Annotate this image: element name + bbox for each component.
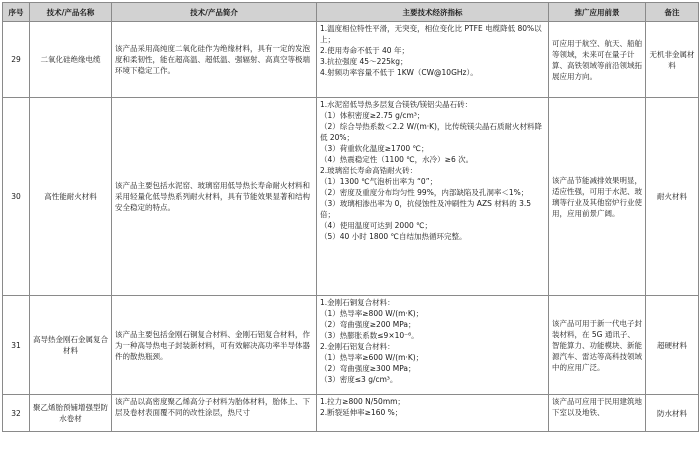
indicator-line: （4）使用温度可达到 2000 ℃； xyxy=(320,221,433,230)
row-no: 30 xyxy=(3,98,30,296)
row-prospect: 该产品节能减排效果明显，适应性强，可用于水泥、玻璃等行业及其他窑炉行业使用，应用前景广阔。 xyxy=(549,98,646,296)
row-name: 二氧化硅绝缘电缆 xyxy=(30,22,112,98)
indicator-line: 2.玻璃窑长寿命高锆耐火砖： xyxy=(320,166,418,175)
indicator-line: 3.抗拉强度 45～225kg； xyxy=(320,57,408,66)
table-row xyxy=(3,395,699,432)
indicator-line: （1）1300 ℃气泡析出率为 “0”； xyxy=(320,177,438,186)
row-intro: 该产品采用高纯度二氧化硅作为绝缘材料，具有一定的发泡度和柔韧性，能在超高温、超低温、强辐射、高真空等极端环境下稳定工作。 xyxy=(112,22,317,98)
row-indicators xyxy=(317,98,549,296)
header-name: 技术/产品名称 xyxy=(30,3,112,22)
row-name: 高导热金刚石金属复合材料 xyxy=(30,296,112,395)
indicator-line: 1.拉力≥800 N/50mm； xyxy=(320,397,405,406)
header-no: 序号 xyxy=(3,3,30,22)
row-intro: 该产品主要包括水泥窑、玻璃窑用低导热长寿命耐火材料和采用轻量化低导热系列耐火材料，具有节能效果显著和结构安全稳定的特点。 xyxy=(112,98,317,296)
header-prospect: 推广应用前景 xyxy=(549,3,646,22)
indicator-line: （4）热震稳定性（1100 ℃，水冷）≥6 次。 xyxy=(320,155,474,164)
indicator-line: （3）热膨胀系数≤9×10⁻⁶。 xyxy=(320,331,419,340)
indicator-line: （3）荷重软化温度≥1700 ℃； xyxy=(320,144,429,153)
row-indicators xyxy=(317,296,549,395)
row-note: 耐火材料 xyxy=(646,98,699,296)
row-intro: 该产品以高密度聚乙烯高分子材料为胎体材料，胎体上、下层及卷材表面覆不同的改性涂层，热尺寸 xyxy=(112,395,317,432)
indicator-line: 2.金刚石铝复合材料： xyxy=(320,342,395,351)
indicator-line: （2）弯曲强度≥300 MPa； xyxy=(320,364,416,373)
row-name: 聚乙烯胎预铺增强型防水卷材 xyxy=(30,395,112,432)
indicator-line: （2）弯曲强度≥200 MPa； xyxy=(320,320,416,329)
header-intro: 技术/产品简介 xyxy=(112,3,317,22)
indicator-line: （3）玻璃相渗出率为 0，抗侵蚀性及冲刷性为 AZS 材料的 3.5 倍； xyxy=(320,199,532,219)
indicator-line: （1）热导率≥800 W/(m·K)； xyxy=(320,309,424,318)
indicator-line: （5）40 小时 1800 ℃自结加热循环完整。 xyxy=(320,232,467,241)
tech-product-table xyxy=(2,2,699,432)
indicator-line: 1.温度相位特性平滑，无突变，相位变化比 PTFE 电缆降低 80%以上； xyxy=(320,24,542,44)
header-note: 备注 xyxy=(646,3,699,22)
row-name: 高性能耐火材料 xyxy=(30,98,112,296)
table-row xyxy=(3,98,699,296)
indicator-line: （2）综合导热系数＜2.2 W/(m·K)，比传统镁尖晶石质耐火材料降低 20%； xyxy=(320,122,542,142)
indicator-line: （1）热导率≥600 W/(m·K)； xyxy=(320,353,424,362)
indicator-line: 4.射频功率容量不低于 1KW（CW@10GHz）。 xyxy=(320,68,478,77)
row-note: 防水材料 xyxy=(646,395,699,432)
row-note: 超硬材料 xyxy=(646,296,699,395)
indicator-line: （2）密度及重度分布均匀性 99%，内部缺陷及孔洞率＜1%； xyxy=(320,188,529,197)
row-no: 29 xyxy=(3,22,30,98)
indicator-line: 1.金刚石铜复合材料： xyxy=(320,298,395,307)
row-prospect: 该产品可应用于民用建筑地下室以及地铁、 xyxy=(549,395,646,432)
table-row xyxy=(3,296,699,395)
row-no: 32 xyxy=(3,395,30,432)
row-prospect: 可应用于航空、航天、船舶等领域，未来可在量子计算、高铁领域等前沿领域拓展应用方向。 xyxy=(549,22,646,98)
indicator-line: 2.断裂延伸率≥160 %； xyxy=(320,408,403,417)
indicator-line: 1.水泥窑低导热多层复合镁铁/镁铝尖晶石砖： xyxy=(320,100,473,109)
row-prospect: 该产品可用于新一代电子封装材料，在 5G 通讯子、智能算力、功能模块、新能源汽车、雷达等高科技领域中的应用广泛。 xyxy=(549,296,646,395)
indicator-line: （3）密度≤3 g/cm³。 xyxy=(320,375,398,384)
row-no: 31 xyxy=(3,296,30,395)
table-row xyxy=(3,22,699,98)
indicator-line: 2.使用寿命不低于 40 年； xyxy=(320,46,409,55)
row-indicators xyxy=(317,395,549,432)
row-indicators xyxy=(317,22,549,98)
table-header-row xyxy=(3,3,699,22)
row-intro: 该产品主要包括金刚石铜复合材料、金刚石铝复合材料，作为一种高导热电子封装新材料，可有效解决高功率半导体器件的散热瓶颈。 xyxy=(112,296,317,395)
row-note: 无机非金属材料 xyxy=(646,22,699,98)
header-indicators: 主要技术经济指标 xyxy=(317,3,549,22)
indicator-line: （1）体积密度≥2.75 g/cm³； xyxy=(320,111,425,120)
